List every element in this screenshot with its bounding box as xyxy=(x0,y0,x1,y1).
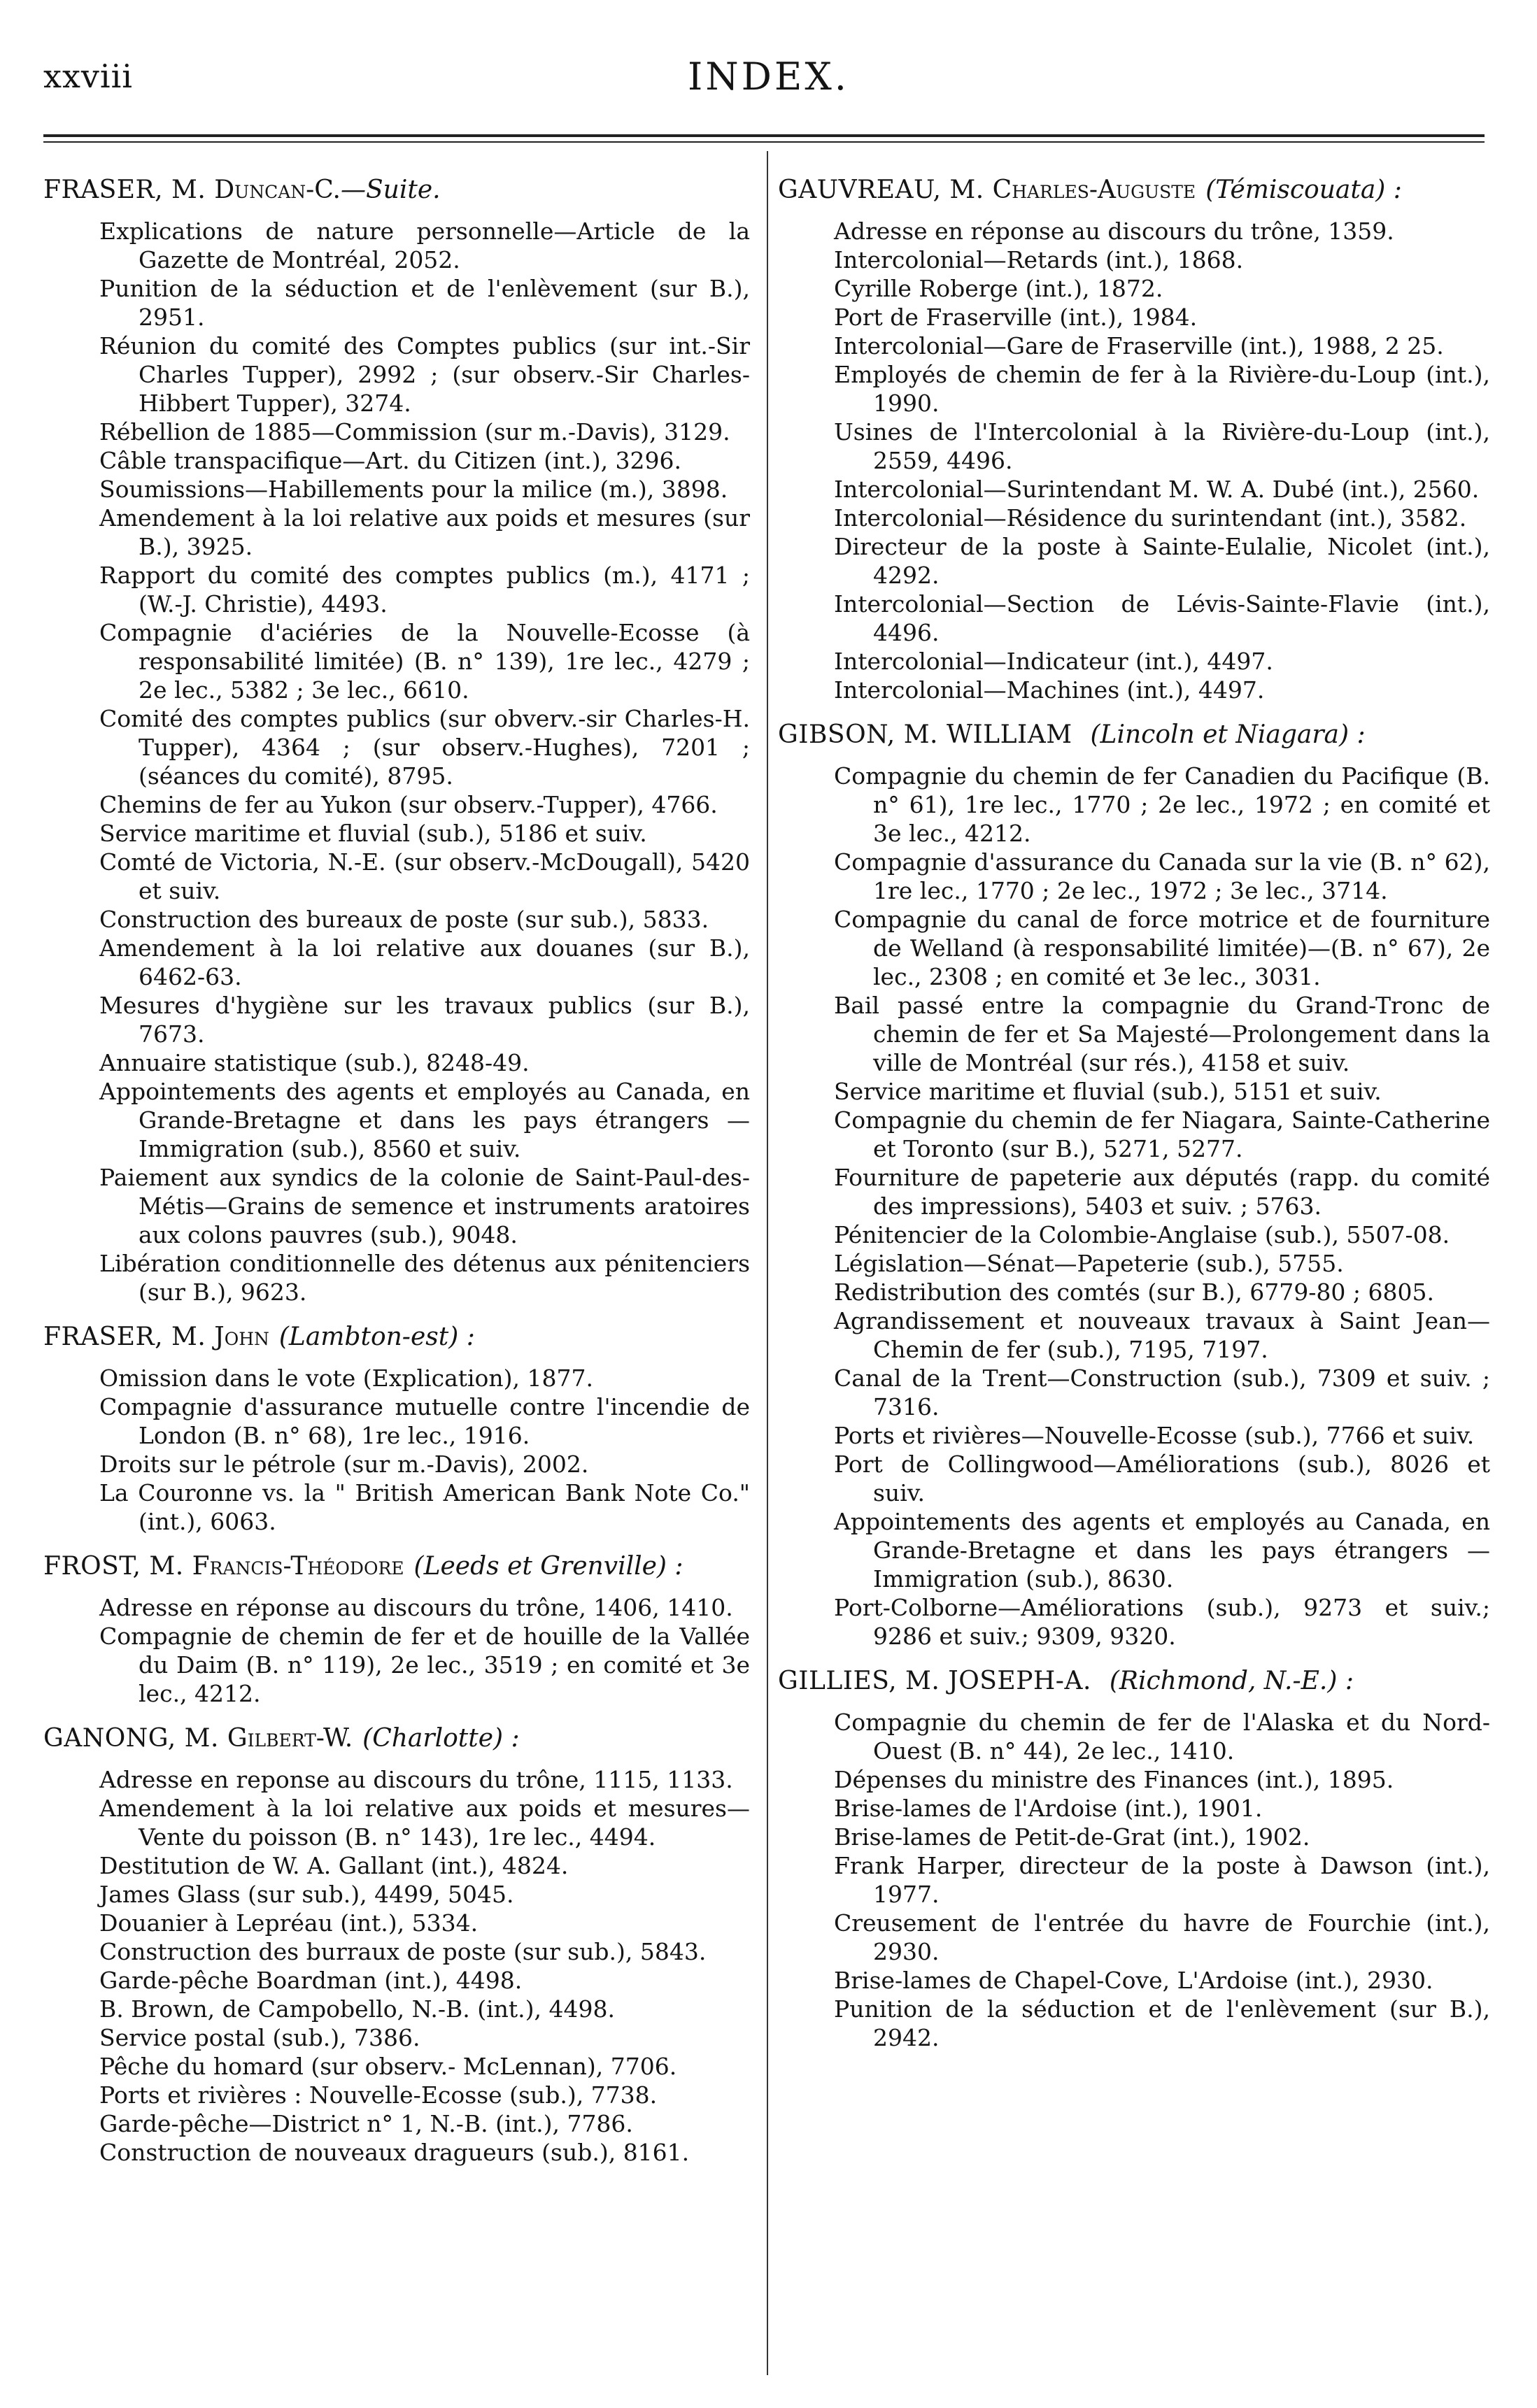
index-subentry: Appointements des agents et employés au Canada, en Grande-Bretagne et dans les pays étrangers —Immigration (sub.), 8560 et suiv. xyxy=(99,1078,750,1162)
index-subentry: Dépenses du ministre des Finances (int.), 1895. xyxy=(834,1766,1394,1793)
entry-heading xyxy=(43,1322,750,1353)
index-subentry: Agrandissement et nouveaux travaux à Saint Jean—Chemin de fer (sub.), 7195, 7197. xyxy=(834,1307,1490,1363)
index-subentry: Droits sur le pétrole (sur m.-Davis), 2002. xyxy=(99,1451,589,1478)
index-subentry: Creusement de l'entrée du havre de Fourchie (int.), 2930. xyxy=(834,1909,1490,1965)
index-subentry: Intercolonial—Surintendant M. W. A. Dubé (int.), 2560. xyxy=(834,476,1480,503)
index-subentry: Cyrille Roberge (int.), 1872. xyxy=(834,275,1163,302)
index-subentry: Compagnie d'aciéries de la Nouvelle-Ecosse (à responsabilité limitée) (B. n° 139), 1re lec., 4279 ; 2e lec., 5382 ; 3e lec., 6610. xyxy=(99,619,750,704)
index-entry xyxy=(778,720,1490,1651)
index-subentry: Comité des comptes publics (sur obverv.-sir Charles-H. Tupper), 4364 ; (sur observ.-Hughes), 7201 ; (séances du comité), 8795. xyxy=(99,705,750,790)
index-subentry: Intercolonial—Section de Lévis-Sainte-Flavie (int.), 4496. xyxy=(834,590,1490,646)
index-subentry: Compagnie du chemin de fer Niagara, Sainte-Catherine et Toronto (sur B.), 5271, 5277. xyxy=(834,1106,1490,1162)
index-subentry: Réunion du comité des Comptes publics (sur int.-Sir Charles Tupper), 2992 ; (sur observ.-Sir Charles-Hibbert Tupper), 3274. xyxy=(99,332,750,417)
member-riding: (Charlotte) : xyxy=(362,1724,520,1753)
index-subentry: Directeur de la poste à Sainte-Eulalie, Nicolet (int.), 4292. xyxy=(834,533,1490,589)
index-subentry: Intercolonial—Indicateur (int.), 4497. xyxy=(834,648,1273,675)
member-riding: (Richmond, N.-E.) : xyxy=(1109,1667,1354,1695)
index-subentry: Service postal (sub.), 7386. xyxy=(99,2024,420,2051)
index-subentry: Câble transpacifique—Art. du Citizen (int.), 3296. xyxy=(99,447,682,474)
index-subentry: Port de Collingwood—Améliorations (sub.), 8026 et suiv. xyxy=(834,1451,1490,1506)
member-name: GAUVREAU, M. xyxy=(778,176,993,204)
header-rule-thin xyxy=(43,141,1485,143)
entry-heading xyxy=(778,720,1490,750)
member-name: FRASER, M. xyxy=(43,176,215,204)
index-subentry: Chemins de fer au Yukon (sur observ.-Tupper), 4766. xyxy=(99,791,718,818)
index-entry xyxy=(778,1666,1490,2052)
left-column xyxy=(43,175,750,2182)
index-subentry: Punition de la séduction et de l'enlèvement (sur B.), 2951. xyxy=(99,275,750,331)
index-subentry: Redistribution des comtés (sur B.), 6779-80 ; 6805. xyxy=(834,1278,1434,1306)
index-subentry: Port-Colborne—Améliorations (sub.), 9273 et suiv.; 9286 et suiv.; 9309, 9320. xyxy=(834,1594,1490,1650)
index-subentry: Comté de Victoria, N.-E. (sur observ.-McDougall), 5420 et suiv. xyxy=(99,848,750,904)
member-name: GILLIES, M. JOSEPH-A. xyxy=(778,1667,1100,1695)
index-subentry: Brise-lames de Chapel-Cove, L'Ardoise (int.), 2930. xyxy=(834,1967,1433,1994)
index-subentry: Adresse en réponse au discours du trône, 1406, 1410. xyxy=(99,1594,733,1621)
entry-heading xyxy=(43,1723,750,1754)
entry-heading xyxy=(778,1666,1490,1697)
index-entry xyxy=(778,175,1490,704)
index-subentry: Ports et rivières : Nouvelle-Ecosse (sub.), 7738. xyxy=(99,2081,658,2109)
column-divider xyxy=(767,151,768,2375)
member-given-name: Charles-Auguste xyxy=(992,176,1196,204)
index-subentry: Bail passé entre la compagnie du Grand-Tronc de chemin de fer et Sa Majesté—Prolongement dans la ville de Montréal (sur rés.), 4158 et suiv. xyxy=(834,992,1490,1076)
index-subentry: Compagnie d'assurance mutuelle contre l'incendie de London (B. n° 68), 1re lec., 1916. xyxy=(99,1393,750,1449)
index-entry xyxy=(43,1551,750,1708)
header-rule-thick xyxy=(43,134,1485,137)
member-riding: (Lincoln et Niagara) : xyxy=(1090,720,1366,749)
member-name: GANONG, M. xyxy=(43,1724,227,1753)
index-subentry: Frank Harper, directeur de la poste à Dawson (int.), 1977. xyxy=(834,1852,1490,1908)
index-subentry: Amendement à la loi relative aux douanes (sur B.), 6462-63. xyxy=(99,934,750,990)
page-header xyxy=(0,0,1537,140)
index-subentry: Fourniture de papeterie aux députés (rapp. du comité des impressions), 5403 et suiv. ; 5763. xyxy=(834,1164,1490,1220)
index-subentry: Mesures d'hygiène sur les travaux publics (sur B.), 7673. xyxy=(99,992,750,1048)
index-subentry: Paiement aux syndics de la colonie de Saint-Paul-des-Métis—Grains de semence et instruments aratoires aux colons pauvres (sub.), 9048. xyxy=(99,1164,750,1248)
index-subentry: Intercolonial—Retards (int.), 1868. xyxy=(834,246,1244,273)
index-subentry: Compagnie du chemin de fer de l'Alaska et du Nord-Ouest (B. n° 44), 2e lec., 1410. xyxy=(834,1709,1490,1765)
entry-heading xyxy=(43,1551,750,1582)
index-subentry: Législation—Sénat—Papeterie (sub.), 5755. xyxy=(834,1250,1344,1277)
index-subentry: Rébellion de 1885—Commission (sur m.-Davis), 3129. xyxy=(99,418,730,446)
index-subentry: Garde-pêche—District n° 1, N.-B. (int.), 7786. xyxy=(99,2110,633,2137)
member-riding: (Leeds et Grenville) : xyxy=(413,1552,683,1581)
index-subentry: Ports et rivières—Nouvelle-Ecosse (sub.), 7766 et suiv. xyxy=(834,1422,1475,1449)
index-subentry: Adresse en réponse au discours du trône, 1359. xyxy=(834,218,1394,245)
index-subentry: B. Brown, de Campobello, N.-B. (int.), 4498. xyxy=(99,1995,615,2023)
index-subentry: Omission dans le vote (Explication), 1877. xyxy=(99,1365,594,1392)
continued-marker: —Suite. xyxy=(341,176,441,204)
member-given-name: John xyxy=(214,1323,269,1351)
page-number: xxviii xyxy=(43,57,134,95)
member-given-name: Gilbert-W. xyxy=(227,1724,353,1753)
index-entry xyxy=(43,1723,750,2167)
index-subentry: Douanier à Lepréau (int.), 5334. xyxy=(99,1909,479,1937)
index-subentry: Compagnie de chemin de fer et de houille de la Vallée du Daim (B. n° 119), 2e lec., 3519 ; en comité et 3e lec., 4212. xyxy=(99,1623,750,1707)
index-subentry: Adresse en reponse au discours du trône, 1115, 1133. xyxy=(99,1766,733,1793)
index-subentry: Compagnie du chemin de fer Canadien du Pacifique (B. n° 61), 1re lec., 1770 ; 2e lec., 1972 ; en comité et 3e lec., 4212. xyxy=(834,762,1490,847)
index-subentry: Brise-lames de Petit-de-Grat (int.), 1902. xyxy=(834,1823,1310,1851)
index-subentry: Construction de nouveaux dragueurs (sub.), 8161. xyxy=(99,2139,690,2166)
index-subentry: Intercolonial—Résidence du surintendant (int.), 3582. xyxy=(834,504,1467,532)
member-riding: (Lambton-est) : xyxy=(278,1323,475,1351)
index-subentry: Libération conditionnelle des détenus aux pénitenciers (sur B.), 9623. xyxy=(99,1250,750,1306)
index-subentry: Port de Fraserville (int.), 1984. xyxy=(834,304,1198,331)
index-subentry: Intercolonial—Machines (int.), 4497. xyxy=(834,676,1265,704)
index-subentry: Pêche du homard (sur observ.- McLennan), 7706. xyxy=(99,2053,677,2080)
index-subentry: Pénitencier de la Colombie-Anglaise (sub.), 5507-08. xyxy=(834,1221,1450,1248)
index-subentry: Punition de la séduction et de l'enlèvement (sur B.), 2942. xyxy=(834,1995,1490,2051)
index-subentry: La Couronne vs. la " British American Bank Note Co." (int.), 6063. xyxy=(99,1479,750,1535)
index-subentry: Brise-lames de l'Ardoise (int.), 1901. xyxy=(834,1795,1263,1822)
index-subentry: James Glass (sur sub.), 4499, 5045. xyxy=(99,1881,514,1908)
index-subentry: Compagnie du canal de force motrice et de fourniture de Welland (à responsabilité limitée)—(B. n° 67), 2e lec., 2308 ; en comité et 3e lec., 3031. xyxy=(834,906,1490,990)
index-subentry: Construction des bureaux de poste (sur sub.), 5833. xyxy=(99,906,709,933)
index-subentry: Service maritime et fluvial (sub.), 5151 et suiv. xyxy=(834,1078,1382,1105)
index-subentry: Amendement à la loi relative aux poids et mesures (sur B.), 3925. xyxy=(99,504,750,560)
member-given-name: Duncan-C. xyxy=(214,176,341,204)
index-subentry: Rapport du comité des comptes publics (m.), 4171 ; (W.-J. Christie), 4493. xyxy=(99,562,750,618)
index-entry xyxy=(43,175,750,1306)
index-subentry: Compagnie d'assurance du Canada sur la vie (B. n° 62), 1re lec., 1770 ; 2e lec., 1972 ; 3e lec., 3714. xyxy=(834,848,1490,904)
index-subentry: Soumissions—Habillements pour la milice (m.), 3898. xyxy=(99,476,728,503)
index-subentry: Destitution de W. A. Gallant (int.), 4824. xyxy=(99,1852,569,1879)
member-name: FROST, M. xyxy=(43,1552,192,1581)
index-subentry: Employés de chemin de fer à la Rivière-du-Loup (int.), 1990. xyxy=(834,361,1490,417)
index-subentry: Explications de nature personnelle—Article de la Gazette de Montréal, 2052. xyxy=(99,218,750,273)
index-subentry: Service maritime et fluvial (sub.), 5186 et suiv. xyxy=(99,820,647,847)
index-subentry: Appointements des agents et employés au Canada, en Grande-Bretagne et dans les pays étrangers —Immigration (sub.), 8630. xyxy=(834,1508,1490,1593)
page-title: INDEX. xyxy=(688,55,849,99)
entry-heading xyxy=(778,175,1490,206)
index-subentry: Canal de la Trent—Construction (sub.), 7309 et suiv. ; 7316. xyxy=(834,1365,1490,1420)
member-given-name: Francis-Théodore xyxy=(192,1552,404,1581)
index-subentry: Annuaire statistique (sub.), 8248-49. xyxy=(99,1049,530,1076)
index-subentry: Intercolonial—Gare de Fraserville (int.), 1988, 2 25. xyxy=(834,332,1444,359)
index-subentry: Construction des burraux de poste (sur sub.), 5843. xyxy=(99,1938,707,1965)
entry-heading xyxy=(43,175,750,206)
index-subentry: Usines de l'Intercolonial à la Rivière-du-Loup (int.), 2559, 4496. xyxy=(834,418,1490,474)
member-name: GIBSON, M. WILLIAM xyxy=(778,720,1081,749)
right-column xyxy=(778,175,1490,2067)
index-subentry: Garde-pêche Boardman (int.), 4498. xyxy=(99,1967,523,1994)
member-name: FRASER, M. xyxy=(43,1323,215,1351)
member-riding: (Témiscouata) : xyxy=(1205,176,1402,204)
index-subentry: Amendement à la loi relative aux poids et mesures—Vente du poisson (B. n° 143), 1re lec., 4494. xyxy=(99,1795,750,1851)
index-entry xyxy=(43,1322,750,1536)
